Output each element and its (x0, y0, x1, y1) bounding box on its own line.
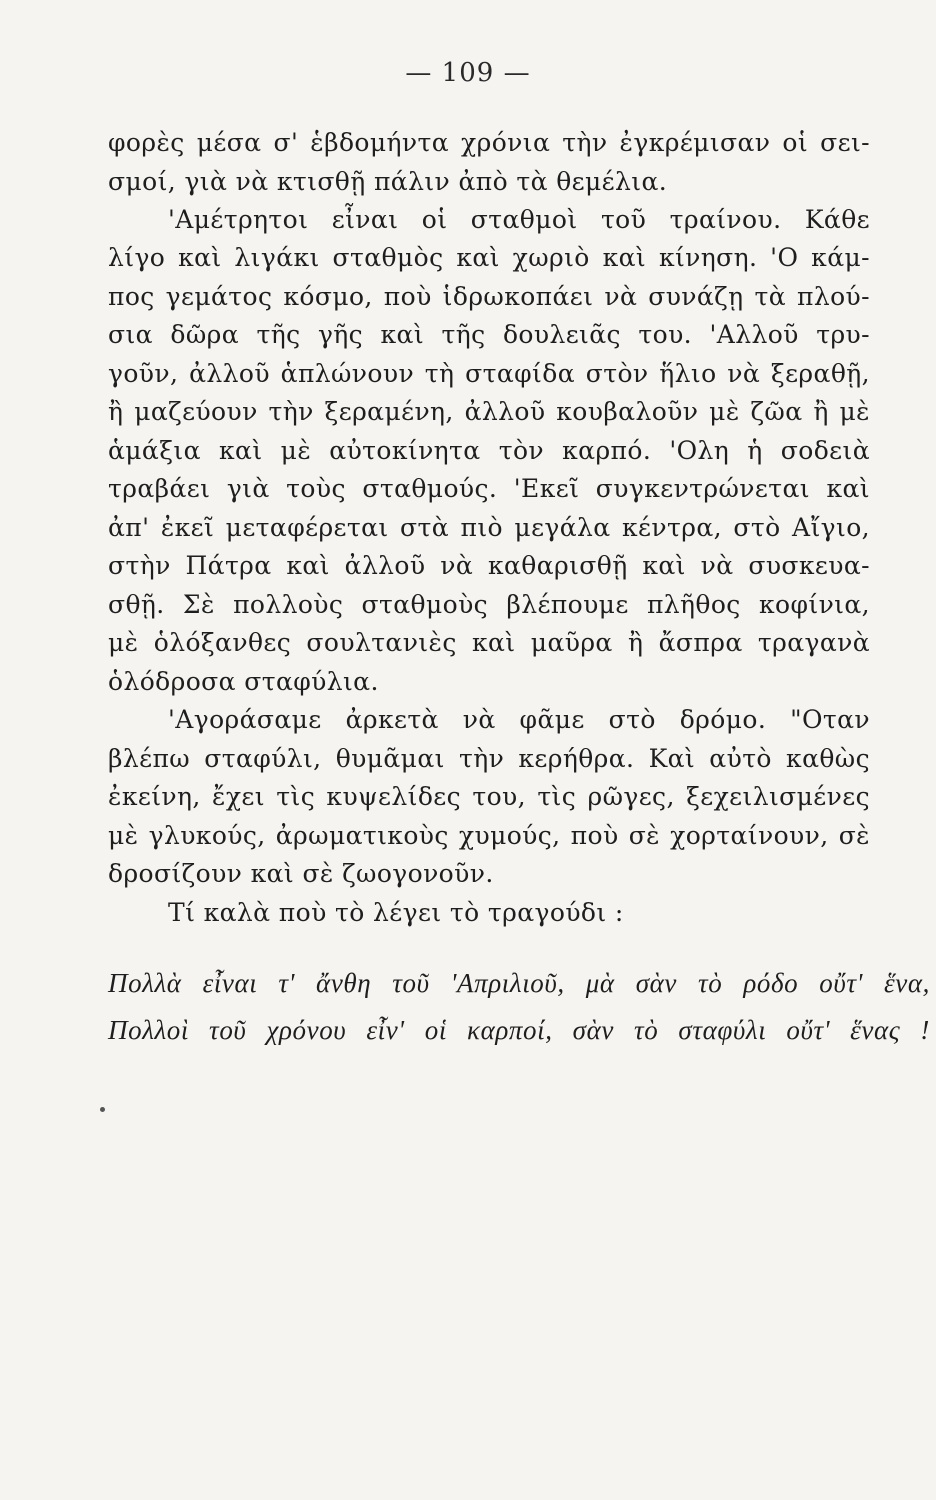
text-line: μὲ ὁλόξανθες σουλτανιὲς καὶ μαῦρα ἢ ἄσπρα τραγανὰ (108, 628, 870, 657)
verse-line: Πολλοὶ τοῦ χρόνου εἶν' οἱ καρποί, σὰν τὸ σταφύλι οὔτ' ἕνας ! (108, 1015, 930, 1045)
text-line: ὁλόδροσα σταφύλια. (108, 667, 379, 696)
text-line: γοῦν, ἀλλοῦ ἁπλώνουν τὴ σταφίδα στὸν ἥλιο νὰ ξεραθῇ, (108, 359, 870, 388)
text-line: σθῇ. Σὲ πολλοὺς σταθμοὺς βλέπουμε πλῆθος κοφίνια, (108, 590, 870, 619)
text-line: ἀπ' ἐκεῖ μεταφέρεται στὰ πιὸ μεγάλα κέντρα, στὸ Αἴγιο, (108, 513, 870, 542)
text-line: Τί καλὰ ποὺ τὸ λέγει τὸ τραγούδι : (168, 898, 624, 927)
page-number: — 109 — (405, 58, 531, 88)
text-line: ἁμάξια καὶ μὲ αὐτοκίνητα τὸν καρπό. 'Ολη ἡ σοδειὰ (108, 436, 870, 465)
verse-line: Πολλὰ εἶναι τ' ἄνθη τοῦ 'Απριλιοῦ, μὰ σὰν τὸ ρόδο οὔτ' ἕνα, (108, 968, 930, 998)
text-line: 'Αγοράσαμε ἀρκετὰ νὰ φᾶμε στὸ δρόμο. "Οταν (168, 705, 870, 734)
text-line: φορὲς μέσα σ' ἑβδομήντα χρόνια τὴν ἐγκρέμισαν οἱ σει- (108, 128, 870, 157)
text-line: ἢ μαζεύουν τὴν ξεραμένη, ἀλλοῦ κουβαλοῦν μὲ ζῶα ἢ μὲ (108, 397, 870, 426)
text-line: στὴν Πάτρα καὶ ἀλλοῦ νὰ καθαρισθῇ καὶ νὰ συσκευα- (108, 551, 870, 580)
text-line: μὲ γλυκούς, ἀρωματικοὺς χυμούς, ποὺ σὲ χορταίνουν, σὲ (108, 821, 870, 850)
text-line: ἐκείνη, ἔχει τὶς κυψελίδες του, τὶς ρῶγες, ξεχειλισμένες (108, 782, 870, 811)
text-line: 'Αμέτρητοι εἶναι οἱ σταθμοὶ τοῦ τραίνου. Κάθε (168, 205, 870, 234)
text-line: σια δῶρα τῆς γῆς καὶ τῆς δουλειᾶς του. 'Αλλοῦ τρυ- (108, 320, 870, 349)
text-line: πος γεμάτος κόσμο, ποὺ ἱδρωκοπάει νὰ συνάζῃ τὰ πλού- (108, 282, 870, 311)
text-line: τραβάει γιὰ τοὺς σταθμούς. 'Εκεῖ συγκεντρώνεται καὶ (108, 474, 870, 503)
text-line: βλέπω σταφύλι, θυμᾶμαι τὴν κερήθρα. Καὶ αὐτὸ καθὼς (108, 744, 870, 773)
text-line: δροσίζουν καὶ σὲ ζωογονοῦν. (108, 859, 494, 888)
ink-speck (100, 1107, 105, 1112)
text-line: σμοί, γιὰ νὰ κτισθῇ πάλιν ἀπὸ τὰ θεμέλια. (108, 167, 668, 196)
text-line: λίγο καὶ λιγάκι σταθμὸς καὶ χωριὸ καὶ κίνηση. 'Ο κάμ- (108, 243, 870, 272)
